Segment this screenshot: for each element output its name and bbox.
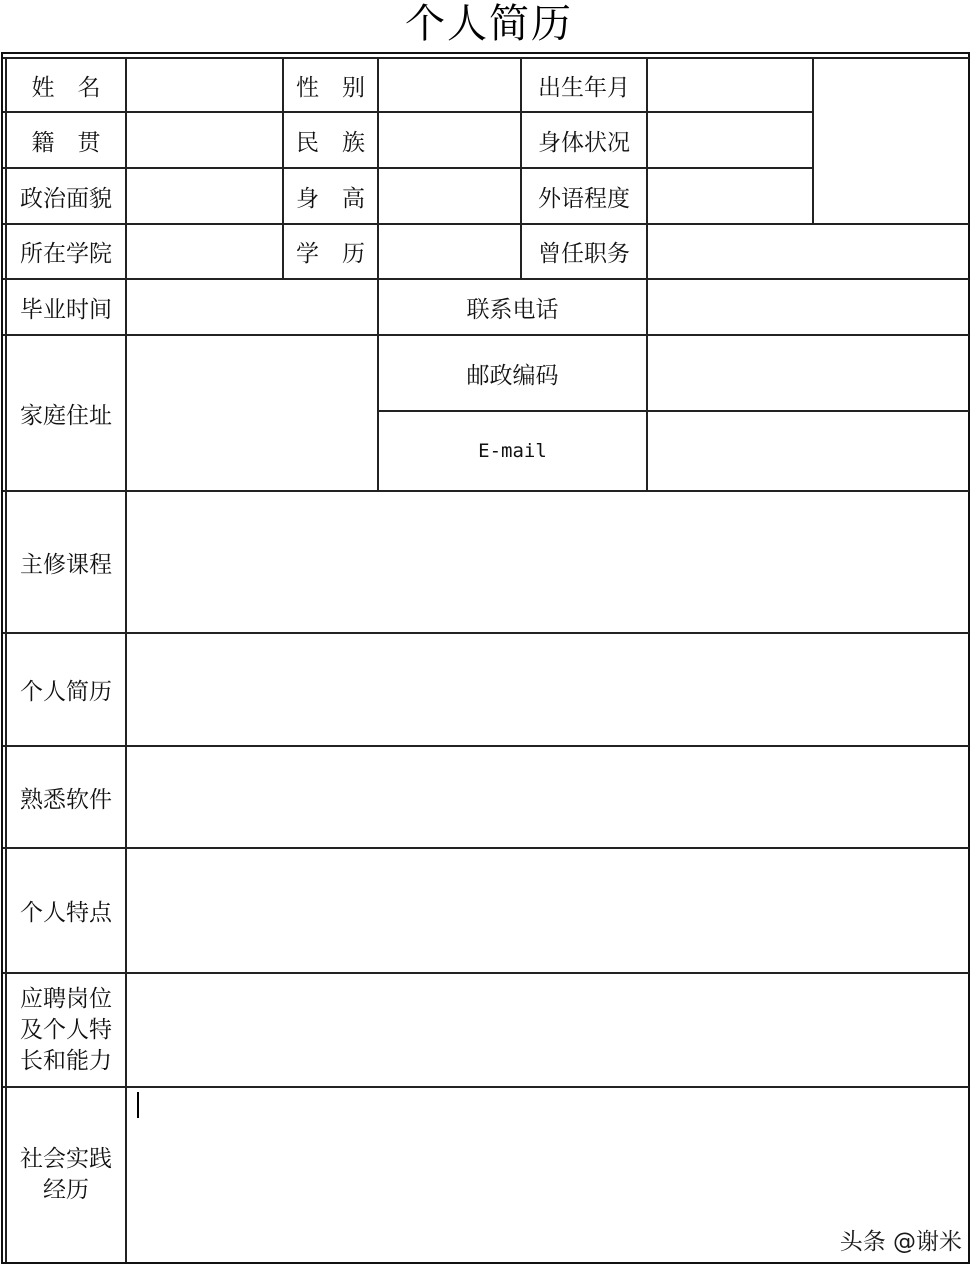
former-position-label: 曾任职务	[538, 241, 630, 267]
row-divider	[3, 1086, 969, 1088]
column-divider	[812, 57, 814, 224]
email-label: E-mail	[478, 440, 547, 462]
education-label: 学 历	[296, 241, 365, 267]
row-divider	[3, 57, 969, 59]
political-status-label: 政治面貌	[20, 185, 112, 212]
height-label: 身 高	[296, 185, 365, 212]
text-cursor	[137, 1092, 139, 1118]
social-practice-label: 社会实践 经历	[20, 1146, 112, 1203]
row-divider	[3, 223, 969, 225]
column-divider	[125, 57, 127, 1262]
software-label: 熟悉软件	[20, 786, 112, 813]
row-divider	[3, 745, 969, 747]
traits-label: 个人特点	[20, 900, 112, 926]
health-label: 身体状况	[538, 129, 630, 156]
resume-table	[1, 52, 970, 1264]
college-label: 所在学院	[20, 241, 112, 267]
column-divider	[646, 57, 648, 491]
name-label: 姓 名	[31, 74, 101, 101]
foreign-language-label: 外语程度	[538, 185, 630, 212]
graduation-time-label: 毕业时间	[20, 296, 112, 323]
row-divider	[3, 972, 969, 974]
position-skills-label: 应聘岗位 及个人特 长和能力	[20, 985, 112, 1074]
gender-label: 性 别	[296, 74, 365, 101]
resume-label: 个人简历	[20, 679, 112, 705]
home-address-label: 家庭住址	[20, 402, 112, 429]
row-divider	[3, 632, 969, 634]
native-place-label: 籍 贯	[31, 129, 101, 156]
phone-label: 联系电话	[466, 296, 559, 323]
ethnicity-label: 民 族	[296, 129, 365, 156]
main-courses-label: 主修课程	[20, 551, 112, 578]
watermark: 头条 @谢米	[839, 1229, 962, 1255]
birth-label: 出生年月	[538, 74, 630, 101]
row-divider	[3, 490, 969, 492]
row-divider	[3, 847, 969, 849]
postal-code-label: 邮政编码	[466, 362, 559, 389]
page-title: 个人简历	[405, 1, 573, 47]
